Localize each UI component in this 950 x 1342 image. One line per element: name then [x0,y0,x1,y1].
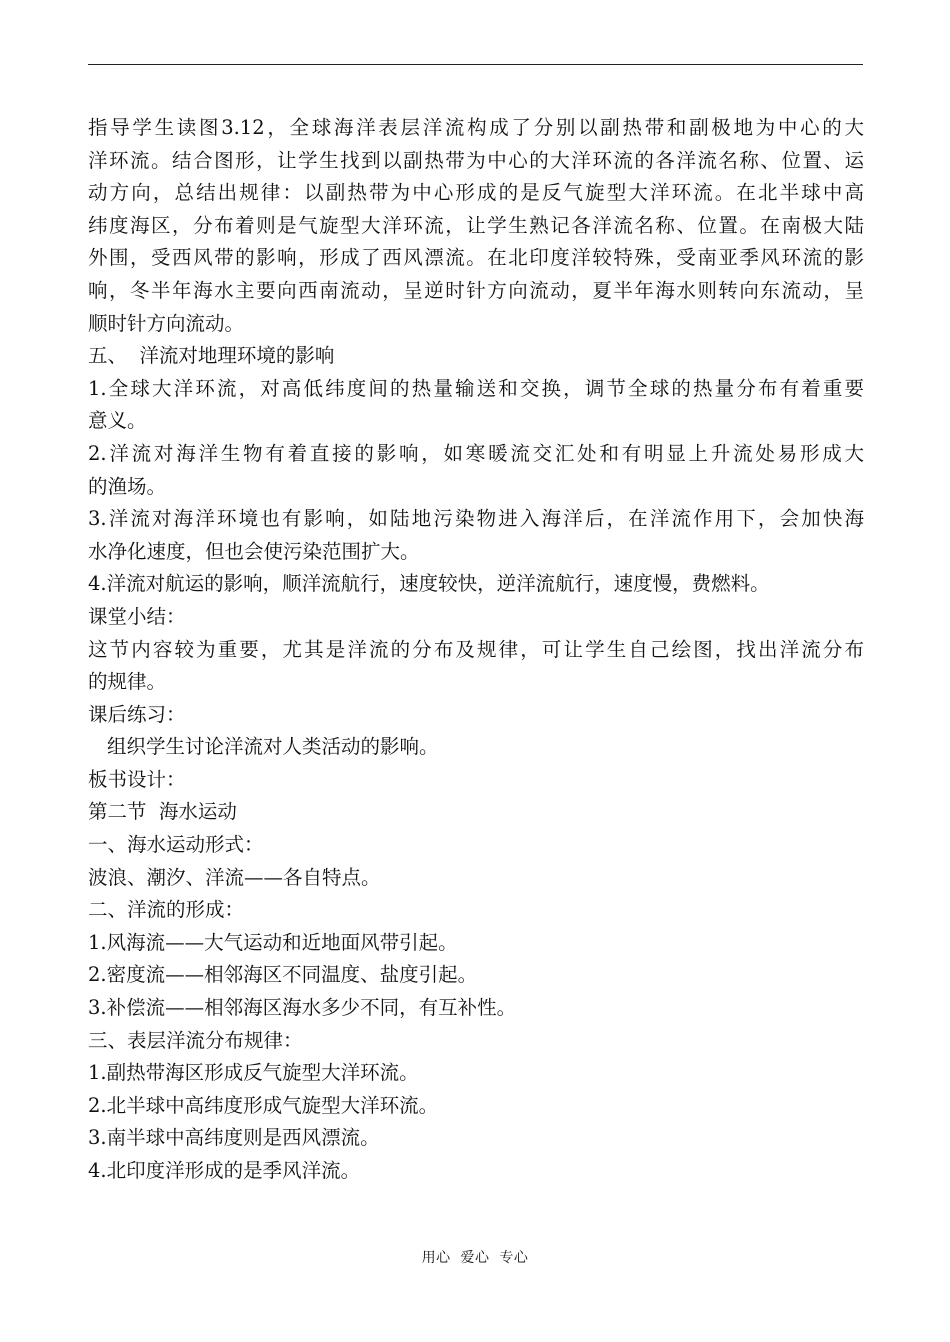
board-title: 第二节 海水运动 [88,800,237,824]
list-item: 3.补偿流——相邻海区海水多少不同，有互补性。 [88,996,517,1020]
list-item: 3.南半球中高纬度则是西风漂流。 [88,1126,380,1150]
board-section-2-heading: 二、洋流的形成： [88,898,245,922]
section-heading: 五、 洋流对地理环境的影响 [88,344,335,368]
text-line: 顺时针方向流动。 [88,311,245,335]
influence-item-3 [88,503,864,568]
board-section-1-heading: 一、海水运动形式： [88,833,264,857]
text-line: 纬度海区，分布着则是气旋型大洋环流，让学生熟记各洋流名称、位置。在南极大陆 [88,213,864,237]
list-item: 1.风海流——大气运动和近地面风带引起。 [88,930,458,954]
summary-heading: 课堂小结： [88,604,186,628]
intro-paragraph [88,112,864,340]
text-line: 外围，受西风带的影响，形成了西风漂流。在北印度洋较特殊，受南亚季风环流的影 [88,246,864,270]
text-line: 动方向，总结出规律：以副热带为中心形成的是反气旋型大洋环流。在北半球中高 [88,181,864,205]
list-item: 4.北印度洋形成的是季风洋流。 [88,1159,361,1182]
text-line: 的规律。 [88,670,167,694]
text-line: 这节内容较为重要，尤其是洋流的分布及规律，可让学生自己绘图，找出洋流分布 [88,637,864,661]
header-rule [88,64,863,65]
exercise-text: 组织学生讨论洋流对人类活动的影响。 [107,735,439,759]
text-line: 的渔场。 [88,474,167,498]
board-section-1-text: 波浪、潮汐、洋流——各自特点。 [88,865,381,889]
list-item: 2.密度流——相邻海区不同温度、盐度引起。 [88,963,478,987]
influence-item-4: 4.洋流对航运的影响，顺洋流航行，速度较快，逆洋流航行，速度慢，费燃料。 [88,572,770,596]
influence-item-2 [88,438,864,503]
text-line: 指导学生读图3.12，全球海洋表层洋流构成了分别以副热带和副极地为中心的大 [88,116,864,139]
text-line: 1.全球大洋环流，对高低纬度间的热量输送和交换，调节全球的热量分布有着重要 [88,376,864,400]
list-item: 2.北半球中高纬度形成气旋型大洋环流。 [88,1093,439,1117]
board-section-3-heading: 三、表层洋流分布规律： [88,1028,303,1052]
list-item: 1.副热带海区形成反气旋型大洋环流。 [88,1061,419,1085]
influence-item-1 [88,373,864,438]
board-heading: 板书设计： [88,767,186,791]
text-line: 意义。 [88,409,147,433]
text-line: 洋环流。结合图形，让学生找到以副热带为中心的大洋环流的各洋流名称、位置、运 [88,148,864,172]
exercise-heading: 课后练习： [88,702,186,726]
text-line: 2.洋流对海洋生物有着直接的影响，如寒暖流交汇处和有明显上升流处易形成大 [88,441,864,465]
text-line: 3.洋流对海洋环境也有影响，如陆地污染物进入海洋后，在洋流作用下，会加快海 [88,507,864,531]
page-footer: 用心 爱心 专心 [421,1250,529,1266]
document-body [88,112,864,1188]
summary-paragraph [88,634,864,699]
text-line: 响，冬半年海水主要向西南流动，呈逆时针方向流动，夏半年海水则转向东流动，呈 [88,278,864,302]
text-line: 水净化速度，但也会使污染范围扩大。 [88,539,420,563]
